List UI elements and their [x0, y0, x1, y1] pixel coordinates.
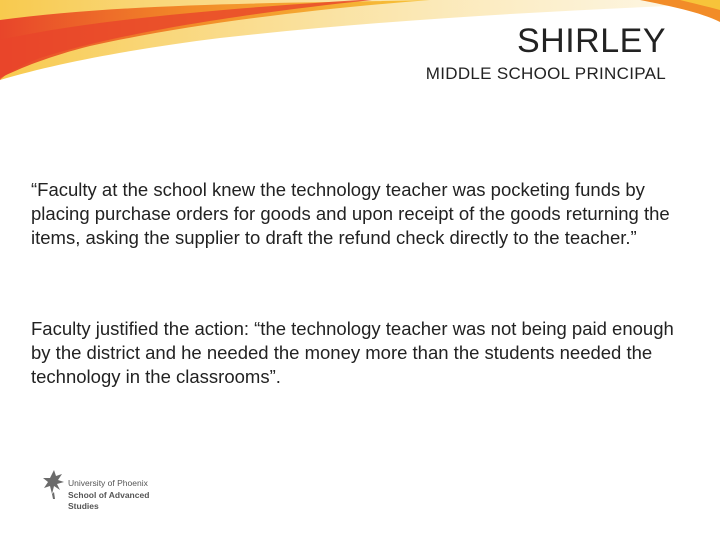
slide-subtitle: MIDDLE SCHOOL PRINCIPAL — [425, 64, 666, 83]
phoenix-logo-icon — [42, 468, 66, 500]
quote-paragraph: “Faculty at the school knew the technology teacher was pocketing funds by placing purchase orders for goods and upon receipt of the goods returning the items, asking the supplier to draft the refund check directly to the teacher.” — [31, 179, 670, 248]
logo-line-school: School of Advanced — [68, 490, 150, 500]
logo-line-studies: Studies — [68, 501, 99, 511]
slide-title: SHIRLEY — [517, 22, 666, 60]
university-logo — [42, 468, 172, 514]
logo-line-university: University of Phoenix — [68, 478, 148, 488]
justification-paragraph: Faculty justified the action: “the technology teacher was not being paid enough by the district and he needed the money more than the students needed the technology in the classrooms”. — [31, 318, 674, 387]
